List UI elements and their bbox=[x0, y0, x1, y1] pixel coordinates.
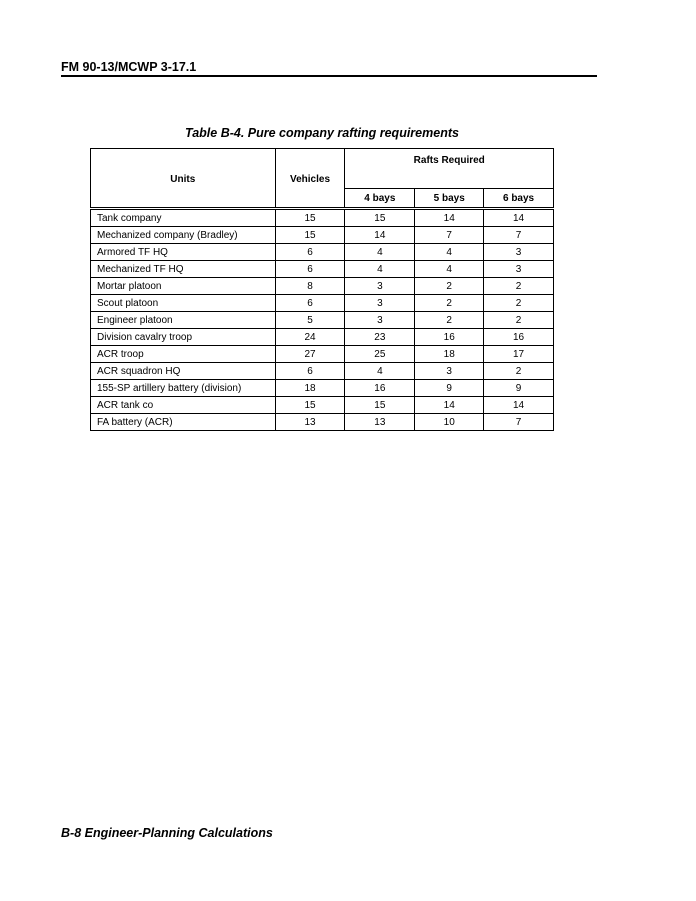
bays-6-cell: 3 bbox=[484, 244, 554, 261]
table-row bbox=[91, 295, 554, 312]
unit-cell: Armored TF HQ bbox=[91, 244, 276, 261]
vehicles-cell: 6 bbox=[275, 261, 345, 278]
vehicles-cell: 6 bbox=[275, 295, 345, 312]
page-header: FM 90-13/MCWP 3-17.1 bbox=[61, 60, 597, 77]
vehicles-cell: 15 bbox=[275, 227, 345, 244]
bays-5-cell: 4 bbox=[415, 244, 484, 261]
bays-5-cell: 2 bbox=[415, 295, 484, 312]
units-header: Units bbox=[91, 149, 276, 189]
table-row bbox=[91, 414, 554, 431]
bays-6-cell: 2 bbox=[484, 295, 554, 312]
bays-4-cell: 16 bbox=[345, 380, 415, 397]
vehicles-header-spacer bbox=[275, 189, 345, 209]
bays-4-cell: 3 bbox=[345, 278, 415, 295]
unit-cell: FA battery (ACR) bbox=[91, 414, 276, 431]
bays-6-cell: 2 bbox=[484, 312, 554, 329]
vehicles-header: Vehicles bbox=[275, 149, 345, 189]
table-body bbox=[91, 209, 554, 431]
unit-cell: Tank company bbox=[91, 209, 276, 227]
bays-5-cell: 10 bbox=[415, 414, 484, 431]
table-row bbox=[91, 380, 554, 397]
unit-cell: Scout platoon bbox=[91, 295, 276, 312]
unit-cell: 155-SP artillery battery (division) bbox=[91, 380, 276, 397]
bays-6-cell: 14 bbox=[484, 209, 554, 227]
unit-cell: Division cavalry troop bbox=[91, 329, 276, 346]
bays-6-cell: 14 bbox=[484, 397, 554, 414]
rafts-required-header: Rafts Required bbox=[345, 149, 554, 189]
bays-4-cell: 14 bbox=[345, 227, 415, 244]
bays-6-cell: 2 bbox=[484, 278, 554, 295]
bays-4-cell: 15 bbox=[345, 397, 415, 414]
vehicles-cell: 5 bbox=[275, 312, 345, 329]
bays-5-cell: 2 bbox=[415, 278, 484, 295]
table-row bbox=[91, 227, 554, 244]
bays-5-cell: 3 bbox=[415, 363, 484, 380]
bays-4-cell: 23 bbox=[345, 329, 415, 346]
bays-4-cell: 15 bbox=[345, 209, 415, 227]
table-row bbox=[91, 261, 554, 278]
bays-6-cell: 7 bbox=[484, 414, 554, 431]
vehicles-cell: 24 bbox=[275, 329, 345, 346]
table-caption: Table B-4. Pure company rafting requirements bbox=[185, 126, 459, 140]
vehicles-cell: 6 bbox=[275, 244, 345, 261]
unit-cell: Mechanized TF HQ bbox=[91, 261, 276, 278]
table-row bbox=[91, 329, 554, 346]
vehicles-cell: 15 bbox=[275, 209, 345, 227]
vehicles-cell: 18 bbox=[275, 380, 345, 397]
table-row bbox=[91, 209, 554, 227]
bays-5-cell: 14 bbox=[415, 209, 484, 227]
bays-4-cell: 4 bbox=[345, 261, 415, 278]
bays-5-cell: 14 bbox=[415, 397, 484, 414]
bays-6-cell: 7 bbox=[484, 227, 554, 244]
table-row bbox=[91, 312, 554, 329]
bays-6-cell: 16 bbox=[484, 329, 554, 346]
unit-cell: ACR squadron HQ bbox=[91, 363, 276, 380]
bays-5-cell: 18 bbox=[415, 346, 484, 363]
vehicles-cell: 27 bbox=[275, 346, 345, 363]
bays-5-cell: 16 bbox=[415, 329, 484, 346]
bays-5-cell: 9 bbox=[415, 380, 484, 397]
bays-4-cell: 3 bbox=[345, 295, 415, 312]
bays-5-cell: 4 bbox=[415, 261, 484, 278]
table-row bbox=[91, 397, 554, 414]
bays-6-cell: 17 bbox=[484, 346, 554, 363]
bays-4-cell: 3 bbox=[345, 312, 415, 329]
vehicles-cell: 6 bbox=[275, 363, 345, 380]
unit-cell: ACR troop bbox=[91, 346, 276, 363]
page-footer: B-8 Engineer-Planning Calculations bbox=[61, 826, 273, 840]
unit-cell: ACR tank co bbox=[91, 397, 276, 414]
table-row bbox=[91, 278, 554, 295]
bays-4-cell: 25 bbox=[345, 346, 415, 363]
unit-cell: Mortar platoon bbox=[91, 278, 276, 295]
bays-6-cell: 9 bbox=[484, 380, 554, 397]
bays-5-cell: 7 bbox=[415, 227, 484, 244]
bays-4-cell: 13 bbox=[345, 414, 415, 431]
table-row bbox=[91, 244, 554, 261]
rafting-requirements-table bbox=[90, 148, 554, 431]
bays-4-header: 4 bays bbox=[345, 189, 415, 209]
table-row bbox=[91, 346, 554, 363]
bays-5-header: 5 bays bbox=[415, 189, 484, 209]
vehicles-cell: 13 bbox=[275, 414, 345, 431]
unit-cell: Engineer platoon bbox=[91, 312, 276, 329]
vehicles-cell: 8 bbox=[275, 278, 345, 295]
bays-4-cell: 4 bbox=[345, 363, 415, 380]
units-header-spacer bbox=[91, 189, 276, 209]
bays-4-cell: 4 bbox=[345, 244, 415, 261]
bays-6-header: 6 bays bbox=[484, 189, 554, 209]
unit-cell: Mechanized company (Bradley) bbox=[91, 227, 276, 244]
vehicles-cell: 15 bbox=[275, 397, 345, 414]
table-row bbox=[91, 363, 554, 380]
bays-6-cell: 2 bbox=[484, 363, 554, 380]
bays-6-cell: 3 bbox=[484, 261, 554, 278]
bays-5-cell: 2 bbox=[415, 312, 484, 329]
